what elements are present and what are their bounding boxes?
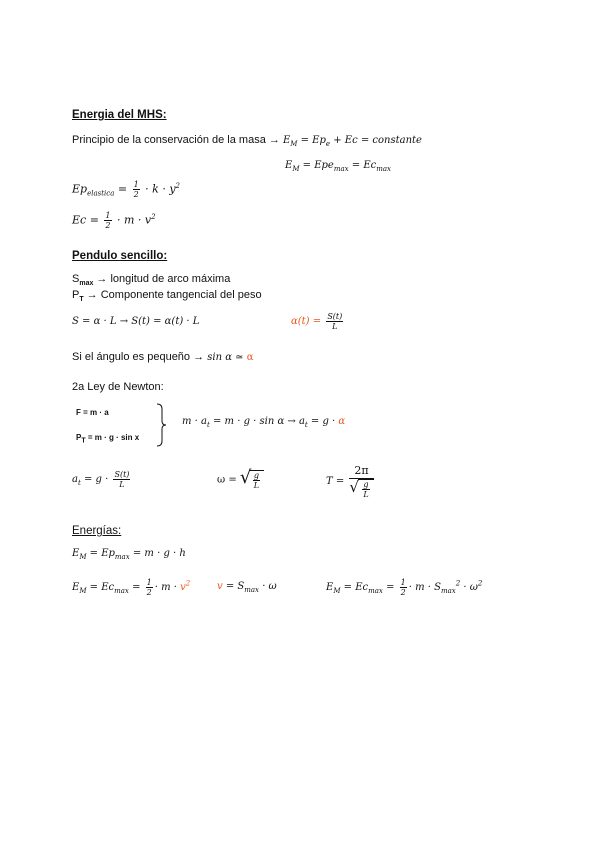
eq-em-ep: $E_M = Ep_{max} = m \cdot g \cdot h$ (72, 548, 186, 561)
pt-line: $P_T$ → Componente tangencial del peso (72, 289, 262, 304)
eq-em-omega: $E_M = Ec_{max}$ = $\frac{1}{2}$ · $m \cdot S_{max}^2 \cdot \omega^2$ (326, 578, 483, 597)
right-brace-icon (155, 403, 167, 447)
eq-ep-elastica: $Ep_{elastica}$ = $\frac{1}{2}$ · $k \cdot y^2$ (72, 180, 181, 199)
section-title-pendulo: Pendulo sencillo: (72, 250, 168, 262)
eq-alpha: α(t) = $\frac{S(t)}{L}$ (291, 312, 343, 331)
newton-title: 2a Ley de Newton: (72, 381, 164, 393)
section-title-energia: Energia del MHS: (72, 109, 167, 121)
eq-omega: ω = √ $\frac{g}{L}$ (217, 470, 264, 490)
eq-at: $a_t = g$ · $\frac{S(t)}{L}$ (72, 470, 130, 489)
eq-conservacion: $E_M = Ep_e + Ec$ = constante (282, 135, 422, 148)
eq-pt: $P_T = m \cdot g \cdot \sin x$ (76, 433, 140, 445)
eq-em-max: $E_M = Epe_{max} = Ec_{max}$ (285, 160, 392, 173)
si-line: Si el ángulo es pequeño → sin α ≃ α (72, 351, 254, 363)
eq-newton: $m \cdot a_t = m \cdot g \cdot \sin \alpha \to a_t = g \cdot \alpha$ (182, 416, 346, 429)
eq-arco: S = α · L → S(t) = α(t) · L (72, 316, 200, 327)
eq-velocidad: $v = S_{max} \cdot \omega$ (217, 581, 277, 594)
principio-line (72, 134, 422, 148)
section-title-energias: Energías: (72, 525, 122, 537)
eq-em-ec: $E_M = Ec_{max}$ = $\frac{1}{2}$ · $m \cdot v^2$ (72, 578, 191, 597)
smax-line: $S_{max}$ → longitud de arco máxima (72, 273, 231, 288)
eq-period: T = 2π √ $\frac{g}{L}$ (326, 464, 376, 499)
eq-ec: Ec = $\frac{1}{2}$ · $m \cdot v^2$ (72, 211, 156, 230)
principio-text: Principio de la conservación de la masa → (72, 134, 280, 146)
eq-f: F = m · a (76, 408, 109, 417)
